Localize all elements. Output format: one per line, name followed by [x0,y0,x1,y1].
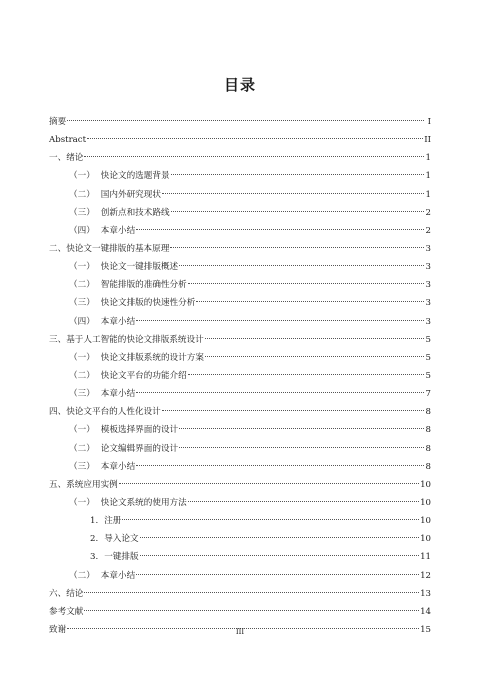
toc-entry-page: 2 [425,207,431,218]
toc-entry[interactable] [49,421,431,439]
toc-entry-page: 3 [425,280,431,291]
toc-entry-text: 摘要 [49,117,67,127]
toc-entry-number: （三） [69,461,95,472]
toc-entry-page: 10 [420,516,431,527]
toc-entry-text: 五、系统应用实例 [49,479,118,490]
toc-entry-label [90,512,121,530]
toc-entry-number: （三） [69,298,95,309]
toc-entry-label [49,476,118,494]
toc-entry-label [69,440,178,458]
toc-dot-leader [171,173,424,175]
toc-entry-page: 5 [425,352,431,363]
toc-entry-label [69,294,195,312]
toc-entry-page: 1 [425,171,431,182]
toc-entry[interactable] [49,585,431,603]
toc-entry-label [69,385,135,403]
toc-entry-label [69,276,187,294]
toc-entry-label [49,113,66,131]
toc-entry[interactable] [49,349,431,367]
toc-entry-number: （二） [69,280,95,291]
toc-entry-text: 本章小结 [100,461,136,472]
toc-entry-page: II [424,135,431,146]
toc-dot-leader [188,373,424,375]
toc-entry-text: 本章小结 [100,225,136,236]
toc-dot-leader [136,228,424,230]
toc-entry-text: 注册 [104,516,122,527]
toc-entry[interactable] [49,603,431,621]
toc-entry-page: 2 [425,225,431,236]
toc-entry-page: 12 [420,570,431,581]
toc-entry-label [69,258,178,276]
toc-entry-page: 5 [425,334,431,345]
toc-entry[interactable] [49,276,431,294]
toc-entry-label [69,367,187,385]
toc-entry-text: 一键排版 [104,552,139,563]
toc-entry[interactable] [49,204,431,222]
toc-entry-text: 本章小结 [100,316,136,327]
toc-entry[interactable] [49,113,431,131]
toc-entry-number: （一） [69,497,95,508]
toc-entry-page: 11 [420,552,431,563]
toc-entry-label [49,149,83,167]
toc-entry-page: 3 [425,262,431,273]
toc-entry-page: 3 [425,243,431,254]
toc-entry-number: （一） [69,352,95,363]
toc-entry-text: 六、结论 [49,588,84,599]
toc-entry-text: 国内外研究现状 [100,189,161,200]
toc-entry[interactable] [49,240,431,258]
toc-entry-page: 3 [425,316,431,327]
toc-entry[interactable] [49,440,431,458]
toc-entry-label [69,186,161,204]
toc-entry-text: 智能排版的准确性分析 [100,280,187,291]
toc-dot-leader [162,409,424,411]
toc-entry-text: 三、基于人工智能的快论文排版系统设计 [49,334,204,345]
toc-dot-leader [84,155,424,157]
toc-entry[interactable] [49,294,431,312]
toc-entry-label [69,494,187,512]
toc-entry-label [49,585,83,603]
toc-entry-label [69,167,170,185]
toc-entry-number: 3. [90,552,99,563]
toc-entry[interactable] [49,403,431,421]
table-of-contents [49,113,431,639]
toc-dot-leader [179,446,424,448]
toc-entry-text: 快论文排版的快速性分析 [100,298,196,309]
toc-dot-leader [170,246,424,248]
toc-entry[interactable] [49,494,431,512]
toc-entry-number: （一） [69,171,95,182]
toc-entry-number: （一） [69,262,95,273]
toc-entry-page: 15 [420,624,431,635]
toc-entry-label [69,222,135,240]
toc-dot-leader [84,591,419,593]
toc-entry-page: 8 [425,443,431,454]
toc-entry-page: 7 [425,389,431,400]
toc-entry-page: I [427,117,431,127]
toc-entry[interactable] [49,331,431,349]
toc-dot-leader [67,119,424,121]
page-number: III [235,628,245,636]
toc-entry-number: （三） [69,207,95,218]
toc-entry-label [69,349,204,367]
toc-entry-number: 1. [90,516,99,527]
toc-entry[interactable] [49,567,431,585]
toc-entry[interactable] [49,458,431,476]
toc-entry-label [49,403,161,421]
toc-dot-leader [122,518,419,520]
toc-entry[interactable] [49,385,431,403]
toc-dot-leader [205,355,424,357]
toc-entry-text: 快论文系统的使用方法 [100,497,187,508]
toc-entry[interactable] [49,186,431,204]
toc-entry[interactable] [49,149,431,167]
toc-dot-leader [119,482,419,484]
toc-entry-label [90,530,139,548]
toc-dot-leader [179,427,424,429]
toc-entry[interactable] [49,167,431,185]
toc-entry[interactable] [49,313,431,331]
toc-entry-page: 1 [425,189,431,200]
toc-title: 目录 [223,76,256,94]
toc-entry[interactable] [49,258,431,276]
toc-dot-leader [84,609,419,611]
toc-entry-text: Abstract [49,135,87,146]
toc-entry-label [69,313,135,331]
toc-entry-text: 致谢 [49,624,67,635]
toc-entry-number: （一） [69,425,95,436]
toc-entry-text: 二、快论文一键排版的基本原理 [49,243,170,254]
toc-dot-leader [136,464,424,466]
toc-entry[interactable] [49,222,431,240]
toc-entry-page: 8 [425,461,431,472]
toc-dot-leader [205,337,424,339]
toc-dot-leader [171,210,424,212]
toc-entry-page: 8 [425,407,431,418]
toc-entry-page: 5 [425,370,431,381]
toc-entry-number: 2. [90,534,99,545]
toc-dot-leader [136,391,424,393]
toc-entry-text: 本章小结 [100,389,136,400]
toc-dot-leader [188,500,419,502]
toc-entry-text: 快论文平台的功能介绍 [100,370,187,381]
toc-entry-page: 13 [420,588,431,599]
toc-entry-text: 本章小结 [100,570,136,581]
toc-entry-text: 快论文的选题背景 [100,171,170,182]
toc-entry-label [69,421,178,439]
toc-entry-page: 3 [425,298,431,309]
toc-dot-leader [136,319,424,321]
toc-entry[interactable] [49,367,431,385]
toc-entry-text: 导入论文 [104,534,139,545]
toc-entry-number: （二） [69,189,95,200]
toc-entry-number: （三） [69,389,95,400]
toc-entry-label [69,204,170,222]
toc-entry-text: 快论文排版系统的设计方案 [100,352,204,363]
toc-entry-text: 四、快论文平台的人性化设计 [49,407,161,418]
toc-entry-page: 1 [425,153,431,164]
toc-entry-text: 一、绪论 [49,153,84,164]
toc-dot-leader [179,264,424,266]
toc-dot-leader [136,573,419,575]
toc-entry-label [49,331,204,349]
toc-entry-number: （四） [69,225,95,236]
toc-entry-text: 快论文一键排版概述 [100,262,179,273]
toc-dot-leader [87,137,423,139]
toc-entry-text: 参考文献 [49,606,84,617]
toc-entry-text: 论文编辑界面的设计 [100,443,179,454]
toc-entry-label [49,240,169,258]
toc-dot-leader [188,282,424,284]
toc-entry[interactable] [49,548,431,566]
toc-entry-label [49,131,86,149]
toc-entry-number: （二） [69,370,95,381]
toc-entry-text: 模板选择界面的设计 [100,425,179,436]
toc-dot-leader [140,554,419,556]
toc-entry-number: （二） [69,570,95,581]
toc-dot-leader [140,536,419,538]
toc-entry-page: 10 [420,497,431,508]
toc-entry-label [69,567,135,585]
toc-entry-page: 14 [420,606,431,617]
toc-entry-page: 10 [420,479,431,490]
toc-entry[interactable] [49,476,431,494]
toc-entry-label [90,548,139,566]
toc-dot-leader [196,300,424,302]
toc-entry-number: （四） [69,316,95,327]
toc-entry-label [69,458,135,476]
toc-dot-leader [162,192,424,194]
toc-entry-page: 8 [425,425,431,436]
toc-entry-label [49,603,83,621]
toc-entry[interactable] [49,131,431,149]
toc-entry-page: 10 [420,534,431,545]
toc-entry[interactable] [49,512,431,530]
toc-entry-number: （二） [69,443,95,454]
toc-entry[interactable] [49,530,431,548]
toc-entry-text: 创新点和技术路线 [100,207,170,218]
